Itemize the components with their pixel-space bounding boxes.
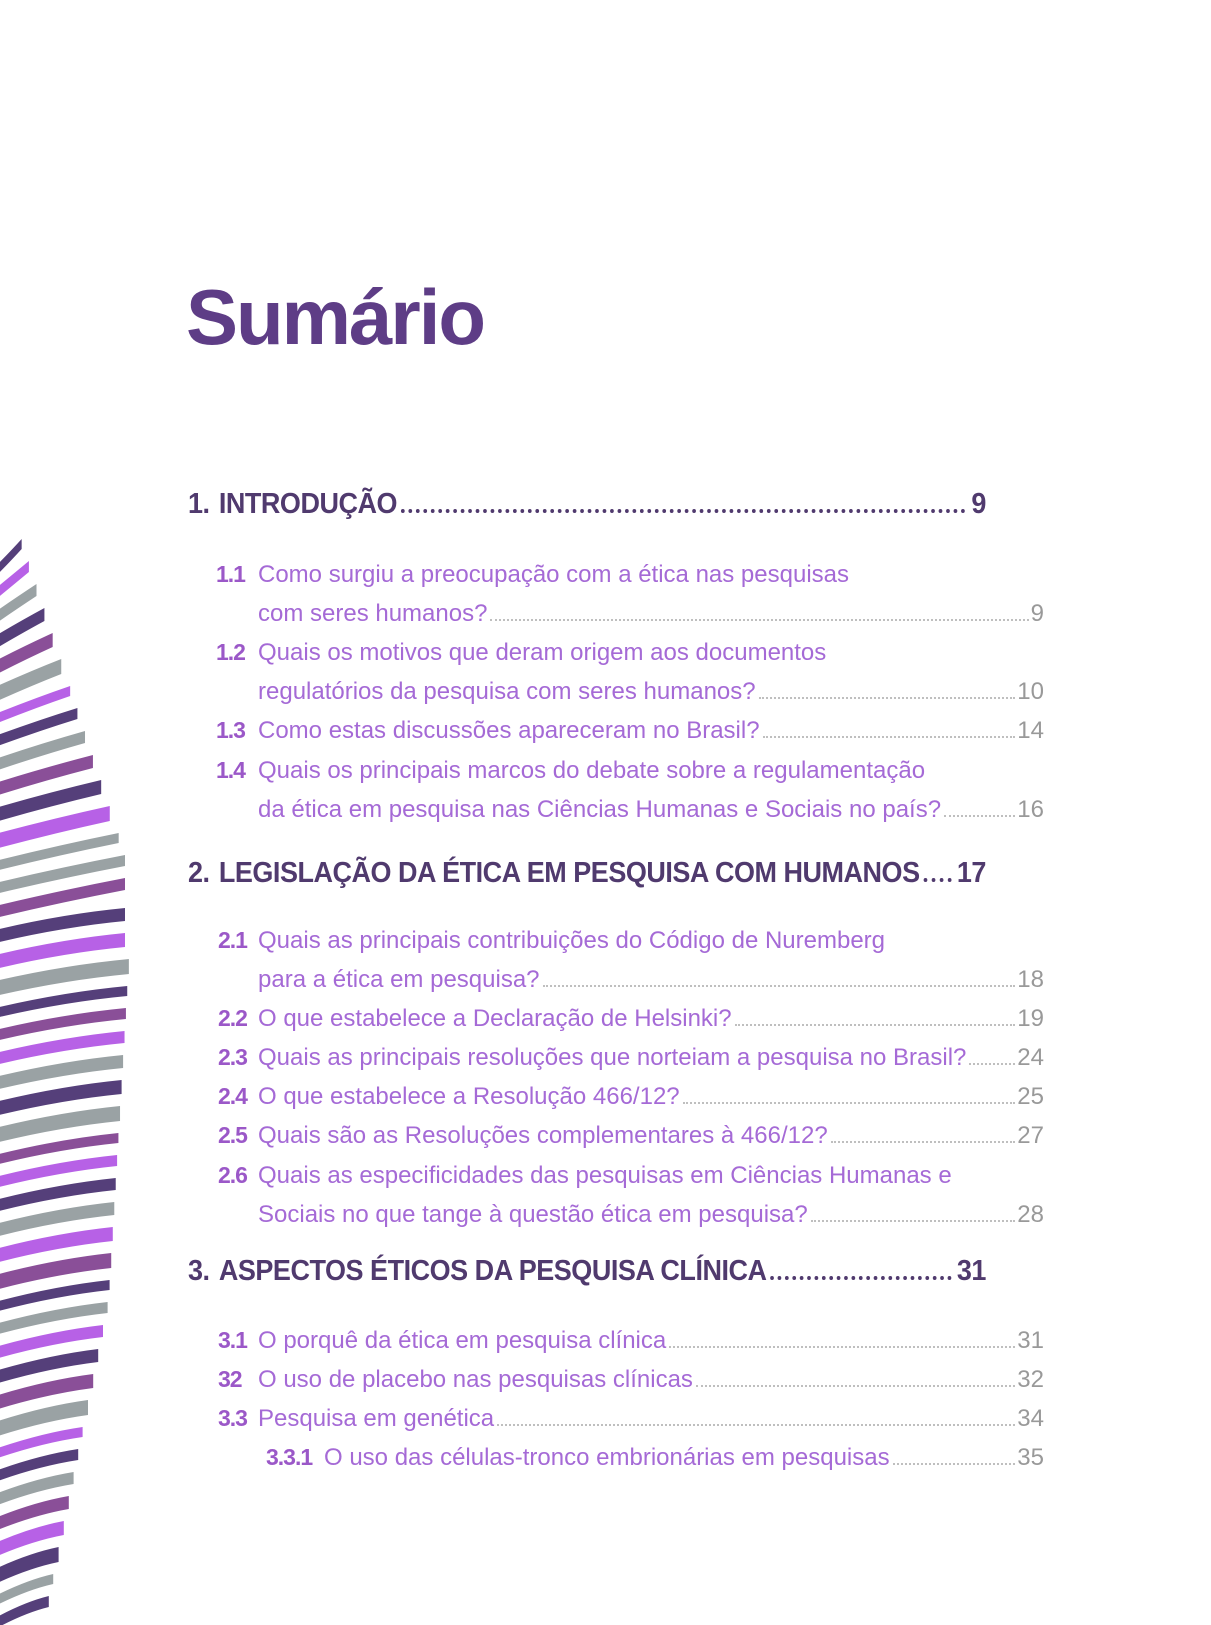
entry-page-number: 35	[1017, 1444, 1044, 1471]
entry-title-row	[258, 1327, 1044, 1355]
dot-leader	[696, 1385, 1015, 1387]
chapter-number: 3.	[188, 1255, 210, 1287]
entry-number: 2.2	[218, 1005, 247, 1031]
entry-page-number: 25	[1017, 1083, 1044, 1110]
entry-number: 1.3	[216, 717, 245, 743]
entry-title-line2: Como estas discussões apareceram no Brasil?	[258, 717, 760, 744]
entry-title-line2: Sociais no que tange à questão ética em pesquisa?	[258, 1201, 808, 1228]
entry-number: 2.3	[218, 1044, 247, 1070]
entry-title-line2: O que estabelece a Declaração de Helsinki?	[258, 1005, 732, 1032]
entry-title-row	[258, 1122, 1044, 1150]
chapter-title: INTRODUÇÃO	[218, 488, 398, 520]
chapter-title: LEGISLAÇÃO DA ÉTICA EM PESQUISA COM HUMANOS	[218, 857, 920, 889]
entry-page-number: 32	[1017, 1366, 1044, 1393]
entry-title-line2: Quais são as Resoluções complementares à 466/12?	[258, 1122, 828, 1149]
entry-number: 2.5	[218, 1122, 247, 1148]
entry-page-number: 34	[1017, 1405, 1044, 1432]
dot-leader	[811, 1220, 1016, 1222]
entry-title-row	[258, 796, 1044, 824]
entry-page-number: 16	[1017, 796, 1044, 823]
entry-title-line2: O uso de placebo nas pesquisas clínicas	[258, 1366, 693, 1393]
entry-page-number: 18	[1017, 966, 1044, 993]
entry-title-line2: para a ética em pesquisa?	[258, 966, 540, 993]
entry-title-line1: Quais os principais marcos do debate sobre a regulamentação	[258, 757, 926, 784]
entry-page-number: 9	[1030, 600, 1044, 627]
chapter-page-number: 9	[971, 488, 986, 520]
entry-number: 1.1	[216, 561, 245, 587]
entry-title-line2: regulatórios da pesquisa com seres humanos?	[258, 678, 756, 705]
entry-page-number: 14	[1017, 717, 1044, 744]
entry-page-number: 27	[1017, 1122, 1044, 1149]
dot-leader	[759, 697, 1016, 699]
entry-title-row	[258, 966, 1044, 994]
entry-number: 1.2	[216, 639, 245, 665]
dot-leader	[831, 1141, 1016, 1143]
toc-chapter-3[interactable]	[188, 1255, 986, 1288]
entry-title-line2: com seres humanos?	[258, 600, 488, 627]
entry-page-number: 19	[1017, 1005, 1044, 1032]
entry-title-row	[258, 600, 1044, 628]
entry-number: 32	[218, 1366, 242, 1392]
dot-leader	[770, 1276, 951, 1280]
entry-title-line2: O uso das células-tronco embrionárias em pesquisas	[324, 1444, 890, 1471]
entry-number: 3.3.1	[266, 1444, 313, 1470]
dot-leader	[763, 736, 1016, 738]
entry-number: 3.1	[218, 1327, 247, 1353]
entry-title-row	[258, 1366, 1044, 1394]
toc-chapter-1[interactable]	[188, 488, 986, 521]
entry-number: 3.3	[218, 1405, 247, 1431]
entry-title-row	[258, 1005, 1044, 1033]
chapter-number: 2.	[188, 857, 210, 889]
entry-number: 1.4	[216, 757, 245, 783]
entry-title-line2: Pesquisa em genética	[258, 1405, 495, 1432]
entry-page-number: 24	[1017, 1044, 1044, 1071]
dot-leader	[893, 1463, 1016, 1465]
entry-number: 2.4	[218, 1083, 247, 1109]
entry-page-number: 10	[1017, 678, 1044, 705]
dot-leader	[543, 985, 1016, 987]
entry-number: 2.1	[218, 927, 247, 953]
entry-title-line1: Quais os motivos que deram origem aos documentos	[258, 639, 827, 666]
toc-chapter-2[interactable]	[188, 857, 986, 890]
dot-leader	[944, 815, 1015, 817]
chapter-title: ASPECTOS ÉTICOS DA PESQUISA CLÍNICA	[218, 1255, 767, 1287]
dot-leader	[497, 1424, 1015, 1426]
entry-title-line2: O porquê da ética em pesquisa clínica	[258, 1327, 667, 1354]
dot-leader	[401, 509, 966, 513]
entry-page-number: 28	[1017, 1201, 1044, 1228]
dot-leader	[923, 878, 951, 882]
page-title: Sumário	[186, 273, 485, 361]
entry-title-row	[258, 1083, 1044, 1111]
entry-title-row	[324, 1444, 1044, 1472]
dot-leader	[735, 1024, 1016, 1026]
entry-title-row	[258, 678, 1044, 706]
entry-title-line1: Quais as principais contribuições do Código de Nuremberg	[258, 927, 885, 954]
entry-title-line2: O que estabelece a Resolução 466/12?	[258, 1083, 680, 1110]
entry-title-row	[258, 717, 1044, 745]
dot-leader	[490, 619, 1028, 621]
dot-leader	[669, 1346, 1015, 1348]
dot-leader	[683, 1102, 1016, 1104]
entry-title-line2: da ética em pesquisa nas Ciências Humanas e Sociais no país?	[258, 796, 942, 823]
entry-number: 2.6	[218, 1162, 247, 1188]
entry-page-number: 31	[1017, 1327, 1044, 1354]
entry-title-line2: Quais as principais resoluções que norteiam a pesquisa no Brasil?	[258, 1044, 967, 1071]
chapter-number: 1.	[188, 488, 210, 520]
chapter-page-number: 31	[956, 1255, 986, 1287]
entry-title-row	[258, 1201, 1044, 1229]
entry-title-row	[258, 1044, 1044, 1072]
entry-title-row	[258, 1405, 1044, 1433]
entry-title-line1: Quais as especificidades das pesquisas em Ciências Humanas e	[258, 1162, 952, 1189]
entry-title-line1: Como surgiu a preocupação com a ética nas pesquisas	[258, 561, 849, 588]
dot-leader	[969, 1063, 1015, 1065]
chapter-page-number: 17	[956, 857, 986, 889]
